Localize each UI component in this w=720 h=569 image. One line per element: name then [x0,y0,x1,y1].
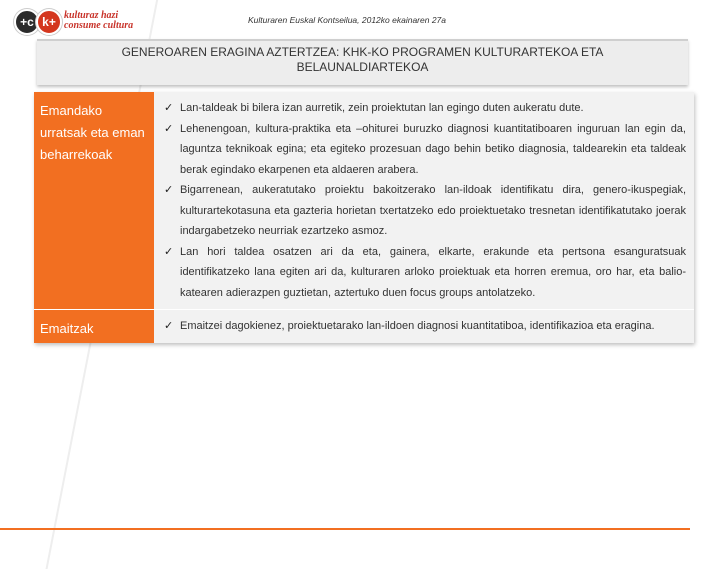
list-item-text: Emaitzei dagokienez, proiektuetarako lan-ildoen diagnosi kuantitatiboa, identifikazioa eta eragina. [180,320,655,332]
logo-text-line-2: consume cultura [64,20,134,31]
slide-title [37,39,688,85]
list-item-text: Bigarrenean, aukeratutako proiektu bakoitzerako lan-ildoak identifikatu dira, genero-ikuspegiak, kulturartekotasuna eta gazteria horietan txertatzeko edo proiektuetako tresnetan identifikatutako joerak indargabetzeko neurriak ezartzeko asmoz. [180,184,686,237]
list-item [164,242,686,304]
list-item [164,316,686,337]
list-item [164,119,686,181]
slide-title-line-2: BELAUNALDIARTEKOA [296,60,429,74]
logo-text [64,11,174,31]
check-icon: ✓ [164,102,174,114]
table-row-steps [34,92,694,310]
row-body-results [154,310,694,343]
footer-divider [0,528,690,530]
check-icon: ✓ [164,245,174,258]
list-item-text: Lehenengoan, kultura-praktika eta –ohiturei buruzko diagnosi kuantitatiboaren inguruan lan egin da, laguntza teknikoak egina; eta egiteko prozesuan dago behin betiko diagnosia, taldearekin eta taldeak berak egindako ekarpenen eta aldaeren arabera. [180,122,686,176]
row-label-steps: Emandako urratsak eta eman beharrekoak [34,92,154,310]
list-item [164,180,686,242]
list-item-text: Lan-taldeak bi bilera izan aurretik, zein proiektutan lan egingo duten aukeratu dute. [180,102,584,114]
header-note: Kulturaren Euskal Kontseilua, 2012ko ekainaren 27a [248,15,446,25]
list-item [164,98,686,119]
logo-circle-k-plus: k+ [36,9,62,35]
row-body-steps [154,92,694,310]
check-icon: ✓ [164,122,174,135]
slide-title-line-1: GENEROAREN ERAGINA AZTERTZEA: KHK-KO PROGRAMEN KULTURARTEKOA ETA [121,45,604,59]
content-table [34,92,694,343]
check-icon: ✓ [164,184,174,196]
list-item-text: Lan hori taldea osatzen ari da eta, gainera, elkarte, erakunde eta pertsona esanguratsuak identifikatzeko lana egiten ari da, kulturaren arloko proiektuak eta horren eremua, oro har, eta balio-katearen adierazpen guztietan, aztertuko duen focus groups antolatzeko. [180,245,686,299]
logo-circle-plus-c: +c [14,9,40,35]
check-icon: ✓ [164,320,174,332]
table-row-results [34,310,694,343]
logo-text-line-1: kulturaz hazi [64,10,119,21]
row-label-results: Emaitzak [34,310,154,343]
